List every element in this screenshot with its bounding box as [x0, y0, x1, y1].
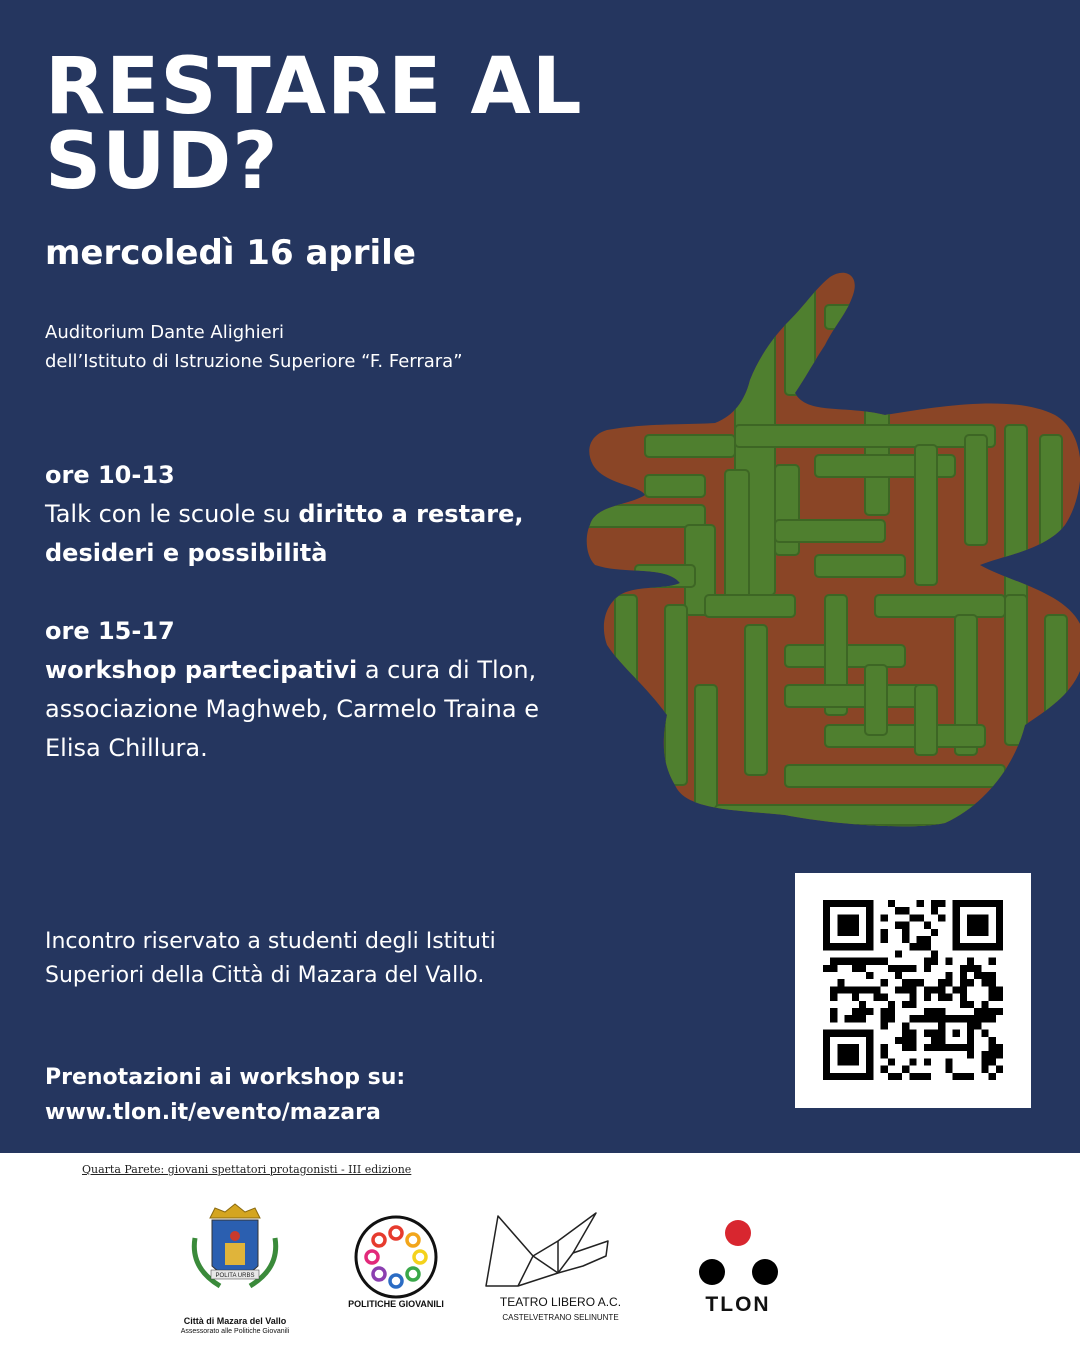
tlon-dots-icon — [692, 1218, 784, 1288]
city-logo-subcaption: Assessorato alle Politiche Giovanili — [180, 1328, 290, 1335]
audience-notice: Incontro riservato a studenti degli Istituti Superiori della Città di Mazara del Vallo. — [45, 929, 496, 988]
booking-info — [45, 1060, 605, 1130]
session-afternoon-time: ore 15-17 — [45, 617, 175, 645]
session-morning-time: ore 10-13 — [45, 461, 175, 489]
origami-crane-icon — [478, 1211, 643, 1296]
qr-pattern-icon — [823, 900, 1003, 1080]
venue-line-2: dell’Istituto di Istruzione Superiore “F. Ferrara” — [45, 351, 463, 372]
city-logo-caption: Città di Mazara del Vallo — [183, 1316, 287, 1326]
politiche-giovanili-logo — [340, 1213, 452, 1313]
session-afternoon-highlight: workshop partecipativi — [45, 656, 358, 684]
session-afternoon — [45, 612, 575, 768]
tlon-caption: TLON — [705, 1293, 771, 1316]
teatro-libero-subcaption: CASTELVETRANO SELINUNTE — [502, 1313, 619, 1322]
session-morning — [45, 456, 565, 573]
city-logo — [165, 1198, 305, 1338]
venue — [45, 318, 463, 376]
booking-link[interactable]: www.tlon.it/evento/mazara — [45, 1100, 381, 1125]
teatro-libero-caption: TEATRO LIBERO A.C. — [499, 1295, 622, 1309]
title-line-2: SUD? — [45, 117, 279, 207]
tlon-logo — [692, 1218, 784, 1318]
booking-label: Prenotazioni ai workshop su: — [45, 1065, 406, 1090]
sponsor-footer — [0, 1153, 1080, 1350]
maze-image — [585, 265, 1080, 830]
event-date: mercoledì 16 aprile — [45, 233, 416, 273]
politiche-giovanili-caption: POLITICHE GIOVANILI — [348, 1299, 444, 1309]
venue-line-1: Auditorium Dante Alighieri — [45, 322, 285, 343]
title-line-1: RESTARE AL — [45, 42, 583, 132]
svg-text:POLITA URBS: POLITA URBS — [215, 1273, 255, 1279]
teatro-libero-logo — [478, 1211, 643, 1326]
session-morning-highlight: diritto a restare, desideri e possibilità — [45, 500, 524, 567]
poster-title — [45, 42, 685, 207]
session-morning-text: Talk con le scuole su — [45, 500, 299, 528]
qr-code[interactable] — [795, 873, 1031, 1108]
project-title[interactable]: Quarta Parete: giovani spettatori protagonisti - III edizione — [82, 1163, 412, 1176]
city-crest-icon — [165, 1198, 305, 1298]
session-afternoon-text: a cura di Tlon, associazione Maghweb, Carmelo Traina e Elisa Chillura. — [45, 656, 539, 762]
politiche-giovanili-icon — [340, 1213, 452, 1301]
